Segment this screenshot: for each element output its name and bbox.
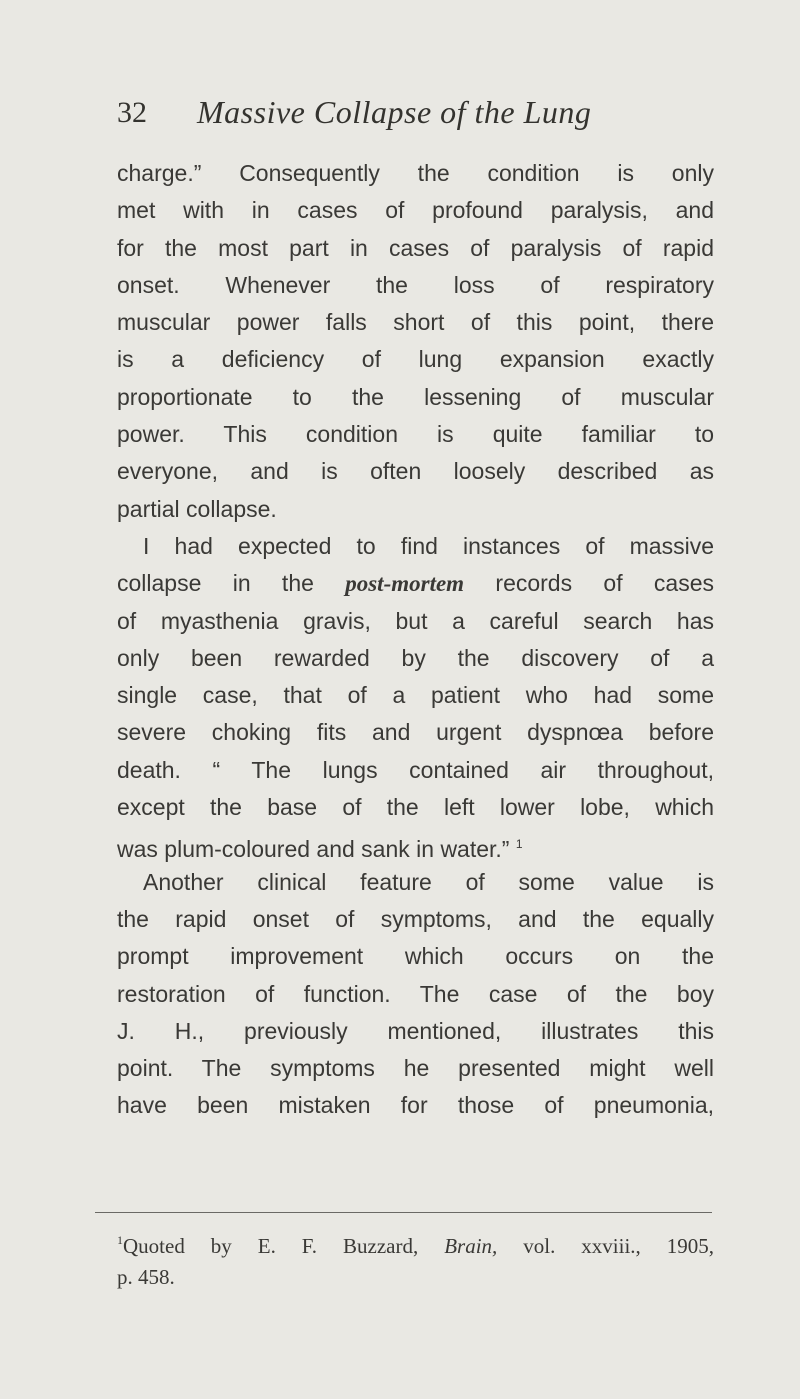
text-line-with-italic: [117, 565, 714, 602]
text-line: death. “ The lungs contained air throughout,: [117, 756, 714, 783]
text-line: severe choking fits and urgent dyspnœa before: [117, 719, 714, 746]
text-line: restoration of function. The case of the boy: [117, 980, 714, 1007]
text-line: except the base of the left lower lobe, which: [117, 794, 714, 821]
text-line: partial collapse.: [117, 495, 277, 522]
text-line: I had expected to find instances of massive: [143, 532, 714, 559]
italic-term: post-mortem: [345, 571, 465, 597]
text-line: is a deficiency of lung expansion exactly: [117, 346, 714, 373]
page-number: 32: [117, 96, 147, 129]
text-line: prompt improvement which occurs on the: [117, 943, 714, 970]
text-line: for the most part in cases of paralysis of rapid: [117, 234, 714, 261]
footnote-divider: [95, 1212, 712, 1213]
text-line: Another clinical feature of some value is: [143, 868, 714, 895]
text-line: have been mistaken for those of pneumonia,: [117, 1092, 714, 1119]
footnote-text: Quoted by E. F. Buzzard,: [123, 1234, 419, 1258]
text-line-with-footnote-ref: [117, 826, 714, 863]
text-fragment: records of cases: [495, 570, 715, 597]
text-line: point. The symptoms he presented might well: [117, 1055, 714, 1082]
text-line: J. H., previously mentioned, illustrates this: [117, 1017, 714, 1044]
text-fragment: was plum-coloured and sank in water.”: [117, 836, 510, 863]
running-title: Massive Collapse of the Lung: [197, 94, 592, 130]
footnote-marker: 1: [117, 1233, 123, 1247]
footnote-reference[interactable]: 1: [515, 837, 523, 852]
footnote-line: p. 458.: [117, 1265, 175, 1289]
footnote: [117, 1225, 714, 1293]
text-line: everyone, and is often loosely described as: [117, 458, 714, 485]
text-line: single case, that of a patient who had some: [117, 682, 714, 709]
page-header: [117, 96, 727, 142]
footnote-text: vol. xxviii., 1905,: [523, 1234, 715, 1258]
footnote-line: [117, 1225, 714, 1262]
body-text: [117, 155, 714, 1125]
text-line: the rapid onset of symptoms, and the equally: [117, 905, 714, 932]
text-line: onset. Whenever the loss of respiratory: [117, 271, 714, 298]
text-line: power. This condition is quite familiar to: [117, 421, 714, 448]
text-fragment: collapse in the: [117, 570, 314, 597]
text-line: charge.” Consequently the condition is only: [117, 160, 714, 186]
text-line: met with in cases of profound paralysis, and: [117, 197, 714, 224]
text-line: of myasthenia gravis, but a careful search has: [117, 607, 714, 634]
text-line: muscular power falls short of this point, there: [117, 309, 714, 336]
text-line: only been rewarded by the discovery of a: [117, 644, 714, 671]
text-line: proportionate to the lessening of muscular: [117, 383, 714, 410]
journal-title: Brain,: [444, 1234, 498, 1258]
